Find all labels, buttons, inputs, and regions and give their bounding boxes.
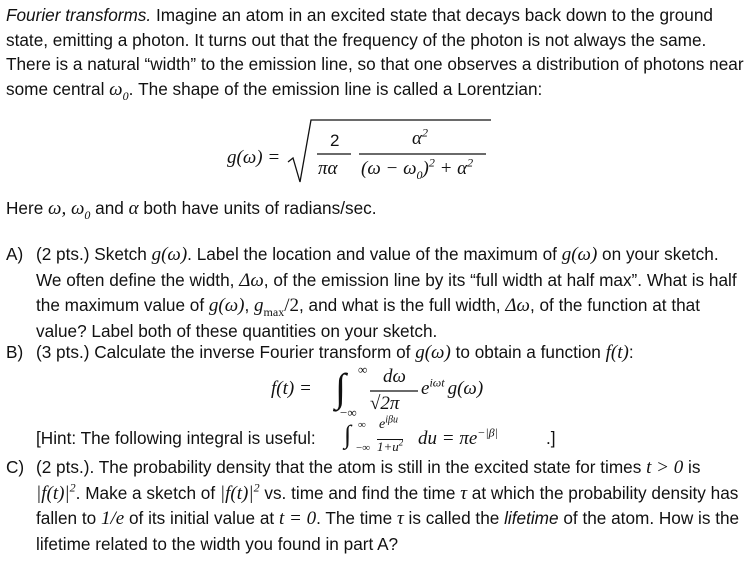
frac2-denominator: $(\omega - \omega_0)^2 + \alpha^2$	[361, 155, 474, 182]
part-c	[6, 455, 748, 556]
part-c-label: C)	[6, 457, 25, 477]
fourier-lhs: f(t) =	[271, 378, 312, 399]
hint-integral-sign: ∫	[344, 420, 352, 449]
hint-prefix: [Hint: The following integral is useful:	[36, 428, 316, 448]
hint-integral-lower: −∞	[356, 442, 371, 454]
hint-result: du = $\pi e^{-|\beta|}$	[418, 425, 498, 449]
intro-text: Imagine an atom in an excited state that decays back down to the ground state, emitting a photon. It turns out that the frequency of the photon is not always the same. There is a natural “width” to the emission line, so that one observes a distribution of photons near some central	[6, 5, 744, 99]
hint-suffix: .]	[546, 428, 556, 448]
part-c-text: (2 pts.). The probability density that the atom is still in the excited state for times t > 0 is $|f(t)|^2$. Make a sketch of $|f(t)|^2$ vs. time and find the time τ at which the probability density has fallen to 1/e of its initial value at t = 0. The time τ is called the lifetime of the atom. How is the lifetime related to the width you found in part A?	[36, 457, 740, 554]
part-b	[6, 340, 748, 366]
integral-upper: ∞	[358, 362, 368, 377]
integral-lower: −∞	[340, 405, 357, 420]
part-b-text: (3 pts.) Calculate the inverse Fourier transform of g(ω) to obtain a function f(t):	[36, 342, 634, 363]
part-a-text: (2 pts.) Sketch g(ω). Label the location and value of the maximum of g(ω) on your sketch. We often define the width, Δω, of the emission line by its “full width at half max”. What is half the maximum value of g(ω), $g_{max}/2$, and what is the full width, Δω, of the function at that value? Label both of these quantities on your sketch.	[36, 244, 737, 341]
fourier-denominator: √2π	[370, 393, 400, 414]
frac1-numerator: 2	[330, 131, 340, 150]
part-a-label: A)	[6, 244, 24, 264]
units-note: Here ω, $\omega_0$ and α both have units of radians/sec.	[6, 198, 377, 222]
integral-sign: ∫	[335, 365, 346, 410]
fourier-exponential: $e^{i\omega t}$ g(ω)	[421, 375, 484, 399]
frac2-numerator: $\alpha^2$	[412, 125, 428, 149]
part-a	[6, 242, 748, 343]
fourier-numerator: dω	[383, 366, 406, 387]
equation-lhs: g(ω) =	[227, 147, 281, 168]
intro-text-end: . The shape of the emission line is called a Lorentzian:	[128, 78, 543, 99]
intro-title: Fourier transforms.	[6, 5, 152, 25]
hint-numerator: $e^{i\beta u}$	[379, 414, 398, 432]
frac1-denominator: πα	[318, 158, 338, 179]
hint-denominator: $1+u^2$	[377, 437, 404, 454]
intro-paragraph	[6, 3, 746, 102]
part-b-label: B)	[6, 342, 24, 362]
hint-integral-upper: ∞	[358, 419, 366, 431]
omega0-symbol: $\omega_0$	[109, 78, 129, 103]
